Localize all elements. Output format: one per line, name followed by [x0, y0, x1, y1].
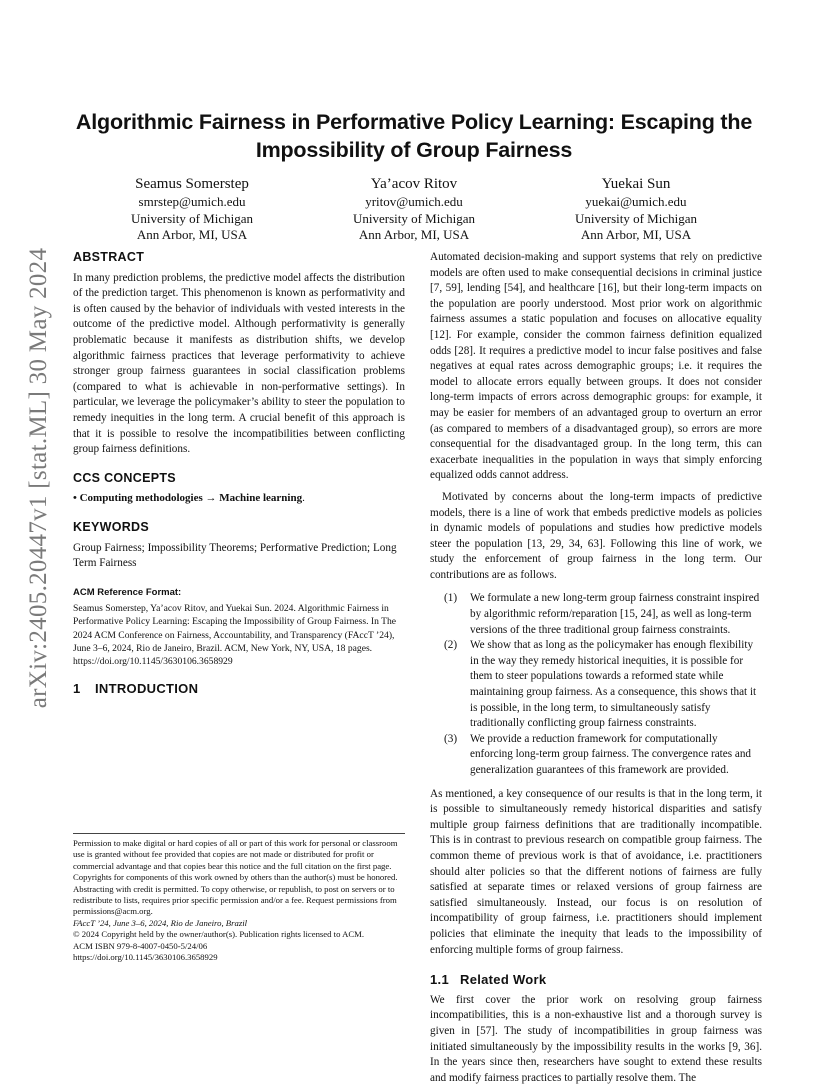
abstract-text: In many prediction problems, the predictive model affects the distribution of the prediction target. This phenomenon is known as performativity and is often caused by the behavior of individuals with vested interests in the outcome of the predictive model. Although performativity is generally problematic because it manifests as distribution shifts, we develop algorithmic fairness practices that leverage performativity to achieve stronger group fairness guarantees in social classification problems (compared to what is achievable in non-performative settings). In particular, we leverage the policymaker’s ability to steer the population to remedy inequities in the long term. A crucial benefit of this approach is that it is possible to resolve the incompatibilities between conflicting group fairness definitions. [73, 271, 405, 456]
right-column [430, 250, 762, 1086]
author-affiliation: University of Michigan [130, 210, 254, 226]
author-block [526, 175, 746, 244]
copyright-footnote [73, 833, 405, 963]
subsection-heading [430, 972, 762, 988]
list-text: We show that as long as the policymaker has enough flexibility in the way they remedy historical inequities, it is possible for them to steer populations towards a reformed state while maintaining group fairness. As a consequence, this shows that it is possible, in the long term, to simultaneously satisfy traditionally conflicting group fairness constraints. [470, 639, 757, 730]
related-work-text: We first cover the prior work on resolving group fairness incompatibilities, this is a non-exhaustive list and a thorough survey is given in [57]. The study of incompatibilities in group fairness was initiated simultaneously by the impossibility results in the works [9, 36]. In the years since then, researchers have sought to extend these results and modify fairness practices to partially resolve them. The [430, 993, 762, 1084]
permission-notice: Permission to make digital or hard copies of all or part of this work for personal or classroom use is granted without fee provided that copies are not made or distributed for profit or commercial advantage and that copies bear this notice and the full citation on the first page. Copyrights for components of this work owned by others than the author(s) must be honored. Abstracting with credit is permitted. To copy otherwise, or republish, to post on servers or to redistribute to lists, requires prior specific permission and/or a fee. Request permissions from permissions@acm.org. [73, 838, 398, 917]
arxiv-stamp: arXiv:2405.20447v1 [stat.ML] 30 May 2024 [25, 247, 52, 709]
author-affiliation: University of Michigan [574, 210, 698, 226]
author-location: Ann Arbor, MI, USA [580, 227, 692, 242]
author-email: yritov@umich.edu [365, 194, 463, 209]
intro-paragraph-3: As mentioned, a key consequence of our results is that in the long term, it is possible to simultaneously remedy historical disparities and satisfy multiple group fairness definitions that are traditionally incompatible. This is in contrast to previous research on compatible group fairness. The common theme of previous work is that of avoidance, i.e. practitioners should alter policies so that the different notions of fairness are fully satisfied at separate times or relaxed versions of group fairness are satisfied simultaneously. Instead, our focus is on resolution of incompatibility of group fairness, i.e. practitioners should implement policies that eliminate the inequity that leads to the impossibility of enforcing multiple forms of group fairness. [430, 787, 762, 956]
author-affiliation: University of Michigan [352, 210, 476, 226]
contribution-list [444, 591, 762, 778]
list-number: (2) [444, 639, 458, 652]
intro-paragraph-2: Motivated by concerns about the long-term impacts of predictive models, there is a line of work that embeds predictive models as policies in dynamic models of populations and studies how predictive models steer the population [13, 29, 34, 63]. Following this line of work, we study the enforcement of group fairness in the long term. Our contributions are as follows. [430, 490, 762, 581]
ccs-section [73, 471, 405, 507]
keywords-section [73, 520, 405, 572]
author-email: smrstep@umich.edu [138, 194, 246, 209]
keywords-text: Group Fairness; Impossibility Theorems; Performative Prediction; Long Term Fairness [73, 541, 397, 570]
author-email: yuekai@umich.edu [585, 194, 687, 209]
acm-reference-text: Seamus Somerstep, Ya’acov Ritov, and Yuekai Sun. 2024. Algorithmic Fairness in Performative Policy Learning: Escaping the Impossibility of Group Fairness. In The 2024 ACM Conference on Fairness, Accountability, and Transparency (FAccT ’24), June 3–6, 2024, Rio de Janeiro, Brazil. ACM, New York, NY, USA, 18 pages. https://doi.org/10.1145/3630106.3658929 [73, 603, 397, 668]
section-number: 1 [73, 681, 81, 697]
list-item [444, 732, 762, 779]
author-block [82, 175, 302, 244]
author-name: Yuekai Sun [601, 176, 671, 192]
left-column [73, 250, 405, 702]
isbn-line: ACM ISBN 979-8-4007-0450-5/24/06 [73, 940, 208, 951]
acm-reference-heading: ACM Reference Format: [73, 586, 182, 598]
abstract-section [73, 250, 405, 458]
list-item [444, 591, 762, 638]
section-heading [73, 681, 405, 697]
ccs-period: . [302, 492, 305, 505]
author-name: Seamus Somerstep [135, 176, 249, 192]
acm-reference [73, 585, 405, 669]
arrow-icon: → [205, 492, 217, 505]
list-number: (1) [444, 592, 458, 605]
subsection-number: 1.1 [430, 972, 449, 988]
venue-line: FAccT ’24, June 3–6, 2024, Rio de Janeiro, Brazil [73, 917, 248, 928]
introduction-section [73, 681, 405, 697]
author-name: Ya’acov Ritov [370, 176, 458, 192]
section-title: INTRODUCTION [95, 681, 199, 697]
ccs-concept: Computing methodologies [79, 492, 203, 505]
ccs-subconcept: Machine learning [219, 492, 303, 505]
paper-title: Algorithmic Fairness in Performative Policy Learning: Escaping the Impossibility of Group Fairness [75, 110, 753, 162]
author-block [304, 175, 524, 244]
list-number: (3) [444, 732, 458, 745]
subsection-title: Related Work [460, 972, 547, 988]
keywords-heading: KEYWORDS [73, 519, 150, 534]
doi-line: https://doi.org/10.1145/3630106.3658929 [73, 952, 218, 963]
intro-paragraph-1: Automated decision-making and support systems that rely on predictive models are often used to make consequential decisions in criminal justice [7, 59], lending [54], and healthcare [16], but their long-term impacts on the population are poorly understood. Most prior work on algorithmic fairness assumes a static population and focuses on allocative equality [12]. For example, consider the common fairness definition equalized odds [28]. It requires a predictive model to incur false positives and false negatives at equal rates across demographic groups; i.e. it requires the model to allocate errors equally between groups. It does not consider long-term impacts of errors across demographic groups: for example, it may be easier for members of an advantaged group to overturn an error (as compared to members of a disadvantaged group), so errors are more consequential for the disadvantaged group. In the long term, this can exacerbate inequalities in the population in ways that simply enforcing equalized odds cannot address. [430, 251, 762, 482]
list-text: We provide a reduction framework for computationally enforcing long-term group fairness. The convergence rates and generalization guarantees of this framework are provided. [470, 732, 752, 776]
author-location: Ann Arbor, MI, USA [136, 227, 248, 242]
list-text: We formulate a new long-term group fairness constraint inspired by algorithmic reform/reparation [15, 24], as well as long-term versions of the three traditional group fairness constraints. [470, 592, 760, 636]
ccs-item [73, 491, 405, 507]
ccs-heading: CCS CONCEPTS [73, 470, 176, 485]
abstract-heading: ABSTRACT [73, 250, 145, 264]
list-item [444, 638, 762, 732]
copyright-line: © 2024 Copyright held by the owner/author(s). Publication rights licensed to ACM. [73, 929, 365, 940]
footnote-rule [73, 833, 405, 834]
author-location: Ann Arbor, MI, USA [358, 227, 470, 242]
bullet-glyph: • [73, 492, 77, 505]
